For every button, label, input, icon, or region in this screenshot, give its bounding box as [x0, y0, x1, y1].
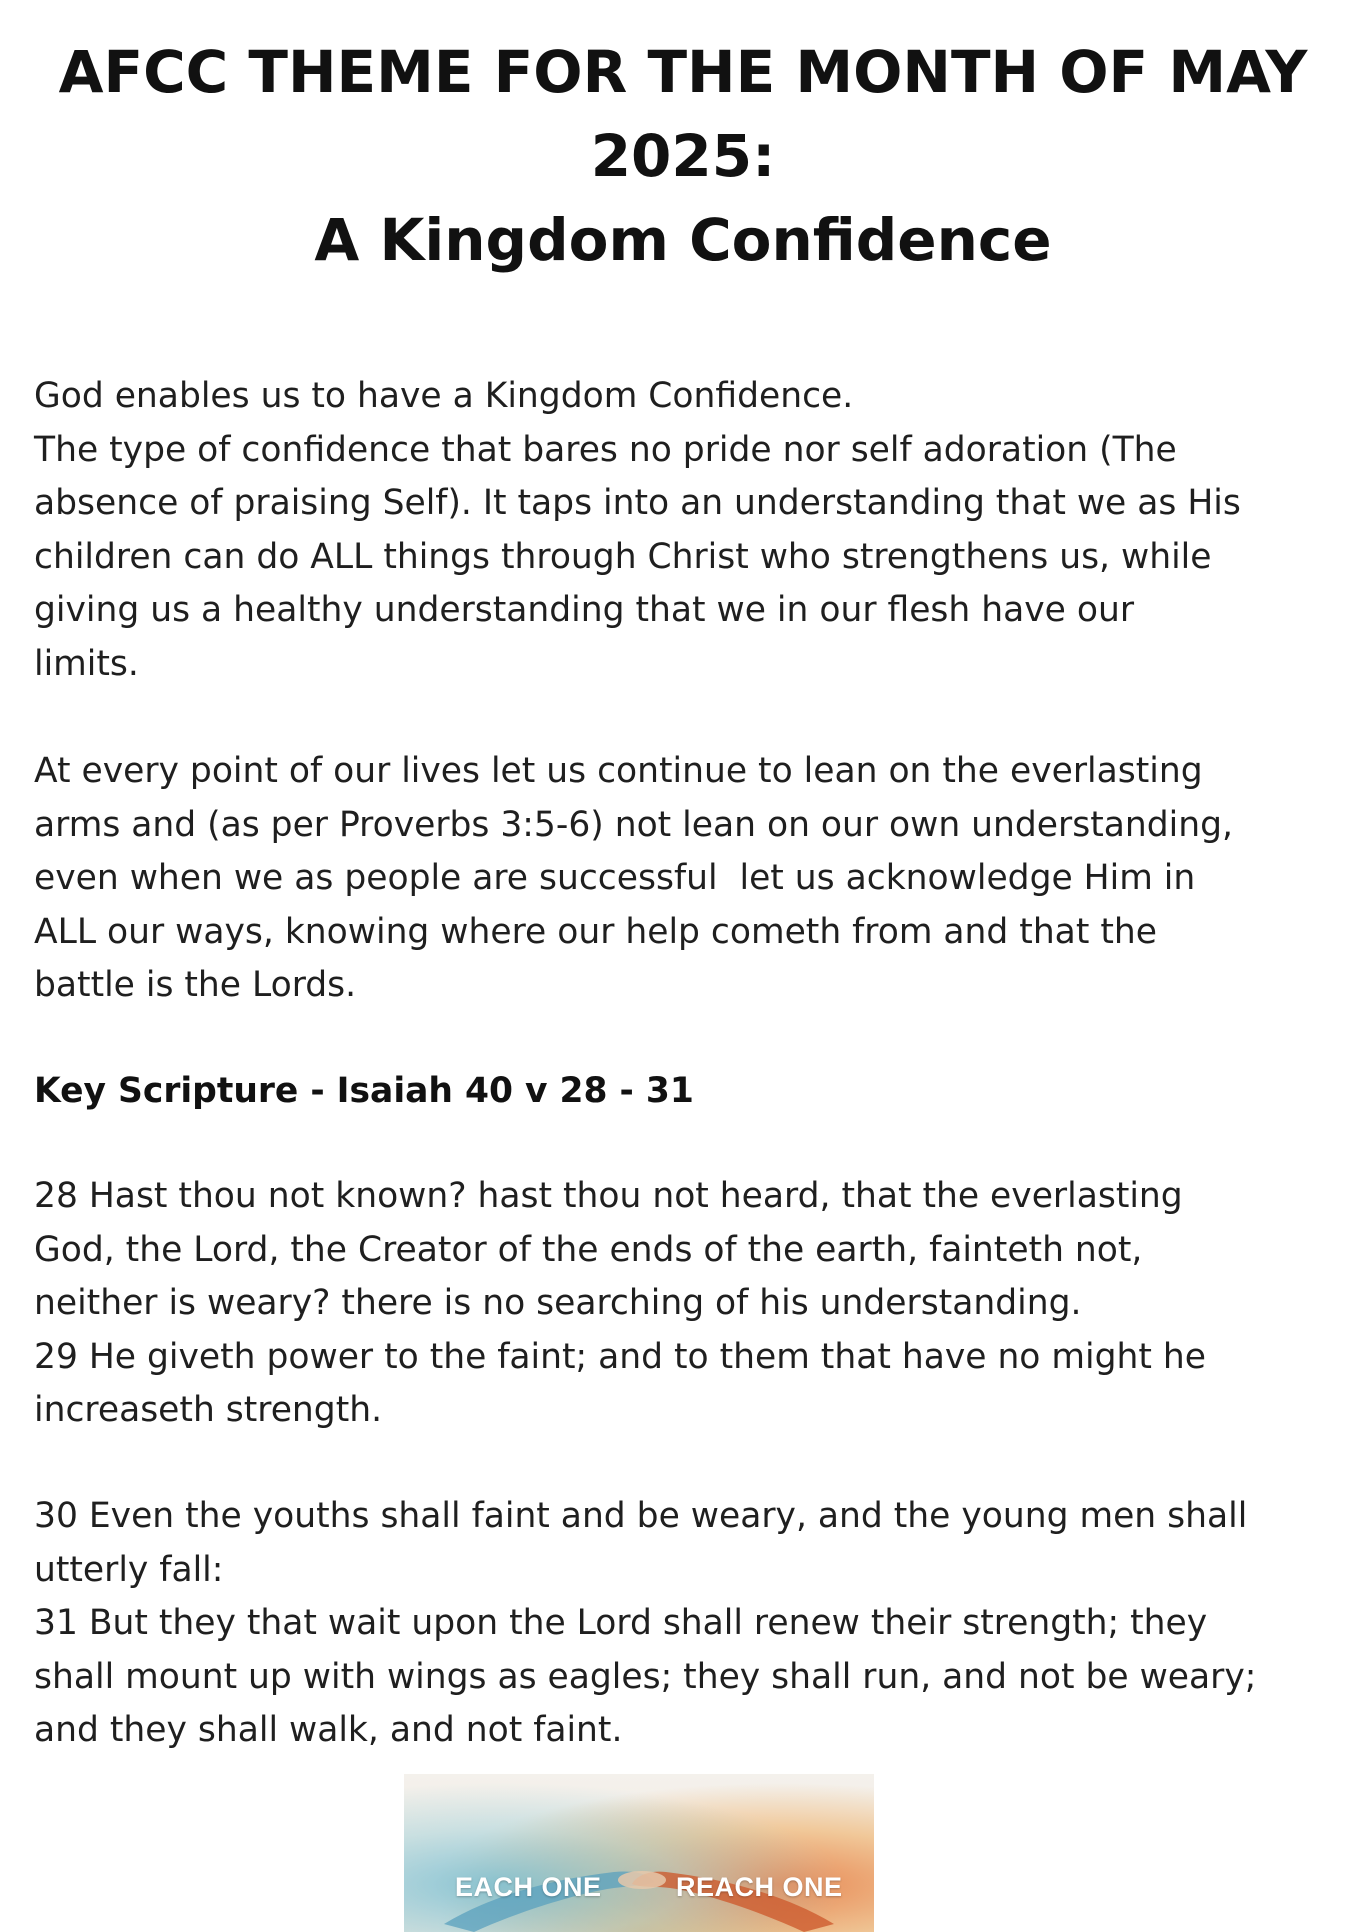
verse-line: 30 Even the youths shall faint and be weary, and the young men shall — [34, 1496, 1248, 1536]
verse-line: neither is weary? there is no searching of his understanding. — [34, 1283, 1082, 1323]
text-line: even when we as people are successful let us acknowledge Him in — [34, 858, 1196, 898]
key-scripture-heading: Key Scripture - Isaiah 40 v 28 - 31 — [34, 1071, 694, 1111]
text-line: giving us a healthy understanding that we in our flesh have our — [34, 590, 1135, 630]
text-line: children can do ALL things through Christ who strengthens us, while — [34, 536, 1212, 577]
page-title — [0, 30, 1366, 282]
verse-line: shall mount up with wings as eagles; they shall run, and not be weary; — [34, 1656, 1257, 1697]
verse-line: and they shall walk, and not faint. — [34, 1710, 623, 1750]
text-line: The type of confidence that bares no pride nor self adoration (The — [34, 429, 1177, 470]
banner-right-label: REACH ONE — [676, 1872, 843, 1902]
verse-line: 28 Hast thou not known? hast thou not heard, that the everlasting — [34, 1176, 1183, 1216]
verse-line: increaseth strength. — [34, 1390, 383, 1430]
intro-paragraph — [34, 370, 1344, 691]
text-line: arms and (as per Proverbs 3:5-6) not lean on our own understanding, — [34, 804, 1233, 845]
text-line: God enables us to have a Kingdom Confidence. — [34, 376, 854, 416]
each-one-reach-one-banner — [404, 1774, 874, 1932]
text-line: At every point of our lives let us continue to lean on the everlasting — [34, 751, 1203, 791]
text-line: battle is the Lords. — [34, 965, 357, 1005]
title-line-2: 2025: — [590, 122, 776, 190]
handshake-illustration — [404, 1774, 874, 1932]
scripture-verses-30-31 — [34, 1490, 1344, 1758]
text-line: limits. — [34, 643, 139, 684]
verse-line: 29 He giveth power to the faint; and to them that have no might he — [34, 1336, 1206, 1377]
scripture-verses-28-29 — [34, 1170, 1344, 1438]
verse-line: God, the Lord, the Creator of the ends of the earth, fainteth not, — [34, 1229, 1143, 1270]
title-line-1: AFCC THEME FOR THE MONTH OF MAY — [58, 38, 1308, 106]
verse-line: utterly fall: — [34, 1549, 224, 1590]
banner-left-label: EACH ONE — [455, 1872, 602, 1902]
text-line: ALL our ways, knowing where our help cometh from and that the — [34, 911, 1157, 952]
verse-line: 31 But they that wait upon the Lord shall renew their strength; they — [34, 1603, 1208, 1643]
exhortation-paragraph — [34, 745, 1344, 1013]
text-line: absence of praising Self). It taps into an understanding that we as His — [34, 483, 1241, 523]
title-line-3: A Kingdom Confidence — [314, 206, 1052, 274]
